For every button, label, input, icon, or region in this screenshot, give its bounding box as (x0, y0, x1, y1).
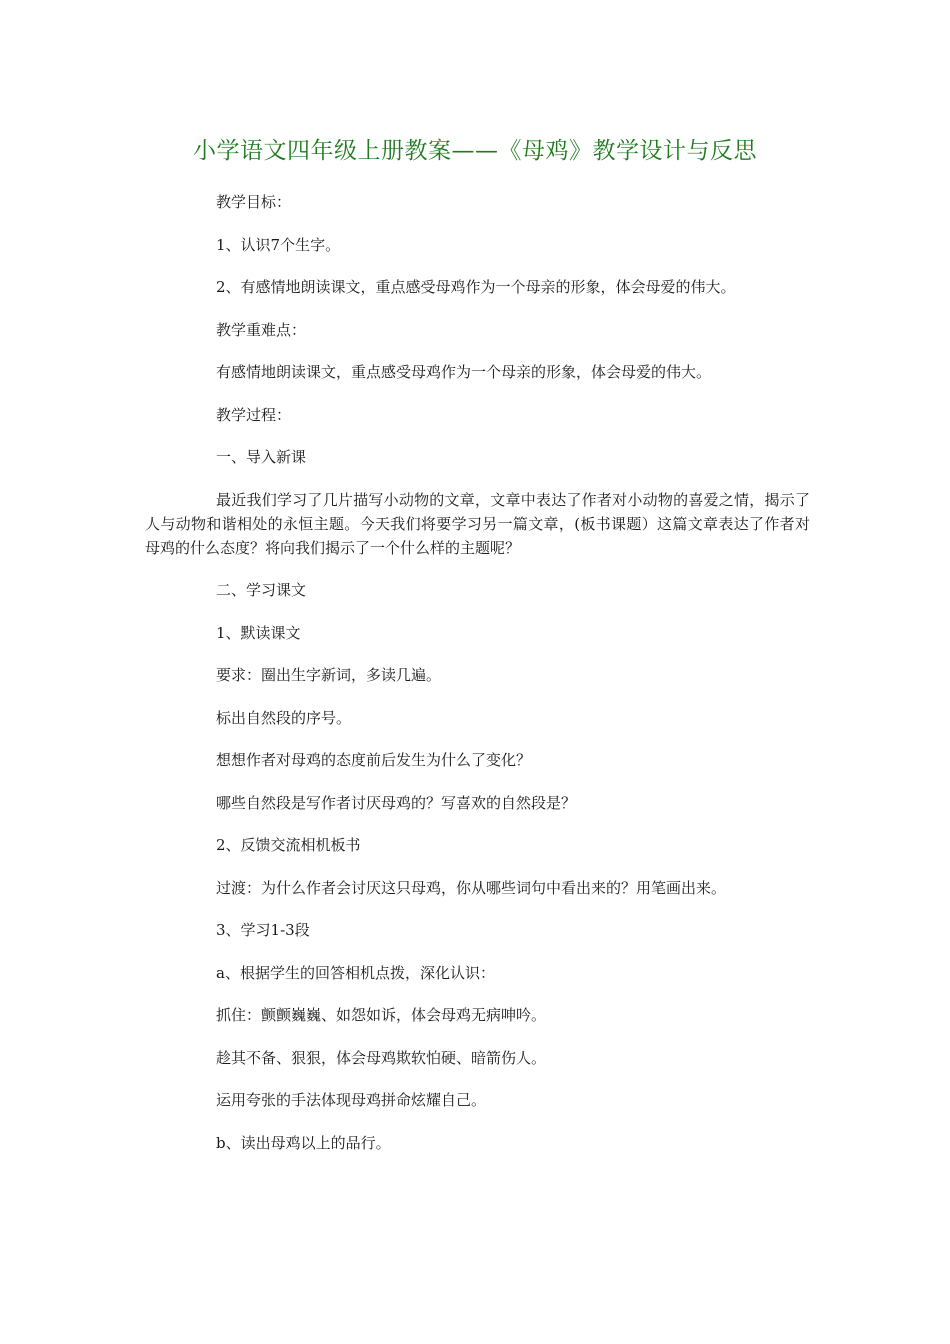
paragraph: a、根据学生的回答相机点拨，深化认识： (216, 963, 495, 982)
paragraph: 二、学习课文 (216, 581, 307, 599)
paragraph: 标出自然段的序号。 (216, 708, 352, 727)
paragraph: 趁其不备、狠狠，体会母鸡欺软怕硬、暗箭伤人。 (216, 1048, 547, 1067)
document-body (145, 190, 810, 1173)
paragraph: 最近我们学习了几片描写小动物的文章，文章中表达了作者对小动物的喜爱之情，揭示了人与动物和谐相处的永恒主题。今天我们将要学习另一篇文章，(板书课题）这篇文章表达了作者对母鸡的什么态度？将向我们揭示了一个什么样的主题呢？ (145, 490, 810, 557)
page-title: 小学语文四年级上册教案——《母鸡》教学设计与反思 (193, 138, 757, 164)
paragraph: 要求：圈出生字新词，多读几遍。 (216, 666, 442, 684)
paragraph: 想想作者对母鸡的态度前后发生为什么了变化？ (216, 751, 532, 769)
paragraph: 运用夸张的手法体现母鸡拼命炫耀自己。 (216, 1091, 487, 1109)
paragraph: 过渡：为什么作者会讨厌这只母鸡，你从哪些词句中看出来的？用笔画出来。 (216, 878, 727, 897)
paragraph: 一、导入新课 (216, 448, 307, 466)
paragraph: 教学目标： (216, 193, 292, 211)
paragraph: 1、认识7个生字。 (216, 235, 341, 254)
paragraph: 2、反馈交流相机板书 (216, 836, 361, 854)
paragraph: 教学重难点： (216, 320, 307, 339)
paragraph: 1、默读课文 (216, 623, 301, 642)
paragraph: 有感情地朗读课文，重点感受母鸡作为一个母亲的形象，体会母爱的伟大。 (216, 363, 712, 381)
paragraph: 教学过程： (216, 405, 292, 424)
paragraph: b、读出母鸡以上的品行。 (216, 1133, 391, 1152)
paragraph: 哪些自然段是写作者讨厌母鸡的？写喜欢的自然段是？ (216, 793, 577, 812)
paragraph: 2、有感情地朗读课文，重点感受母鸡作为一个母亲的形象，体会母爱的伟大。 (216, 278, 736, 296)
paragraph: 抓住：颤颤巍巍、如怨如诉，体会母鸡无病呻吟。 (216, 1006, 547, 1024)
paragraph: 3、学习1-3段 (216, 921, 310, 939)
